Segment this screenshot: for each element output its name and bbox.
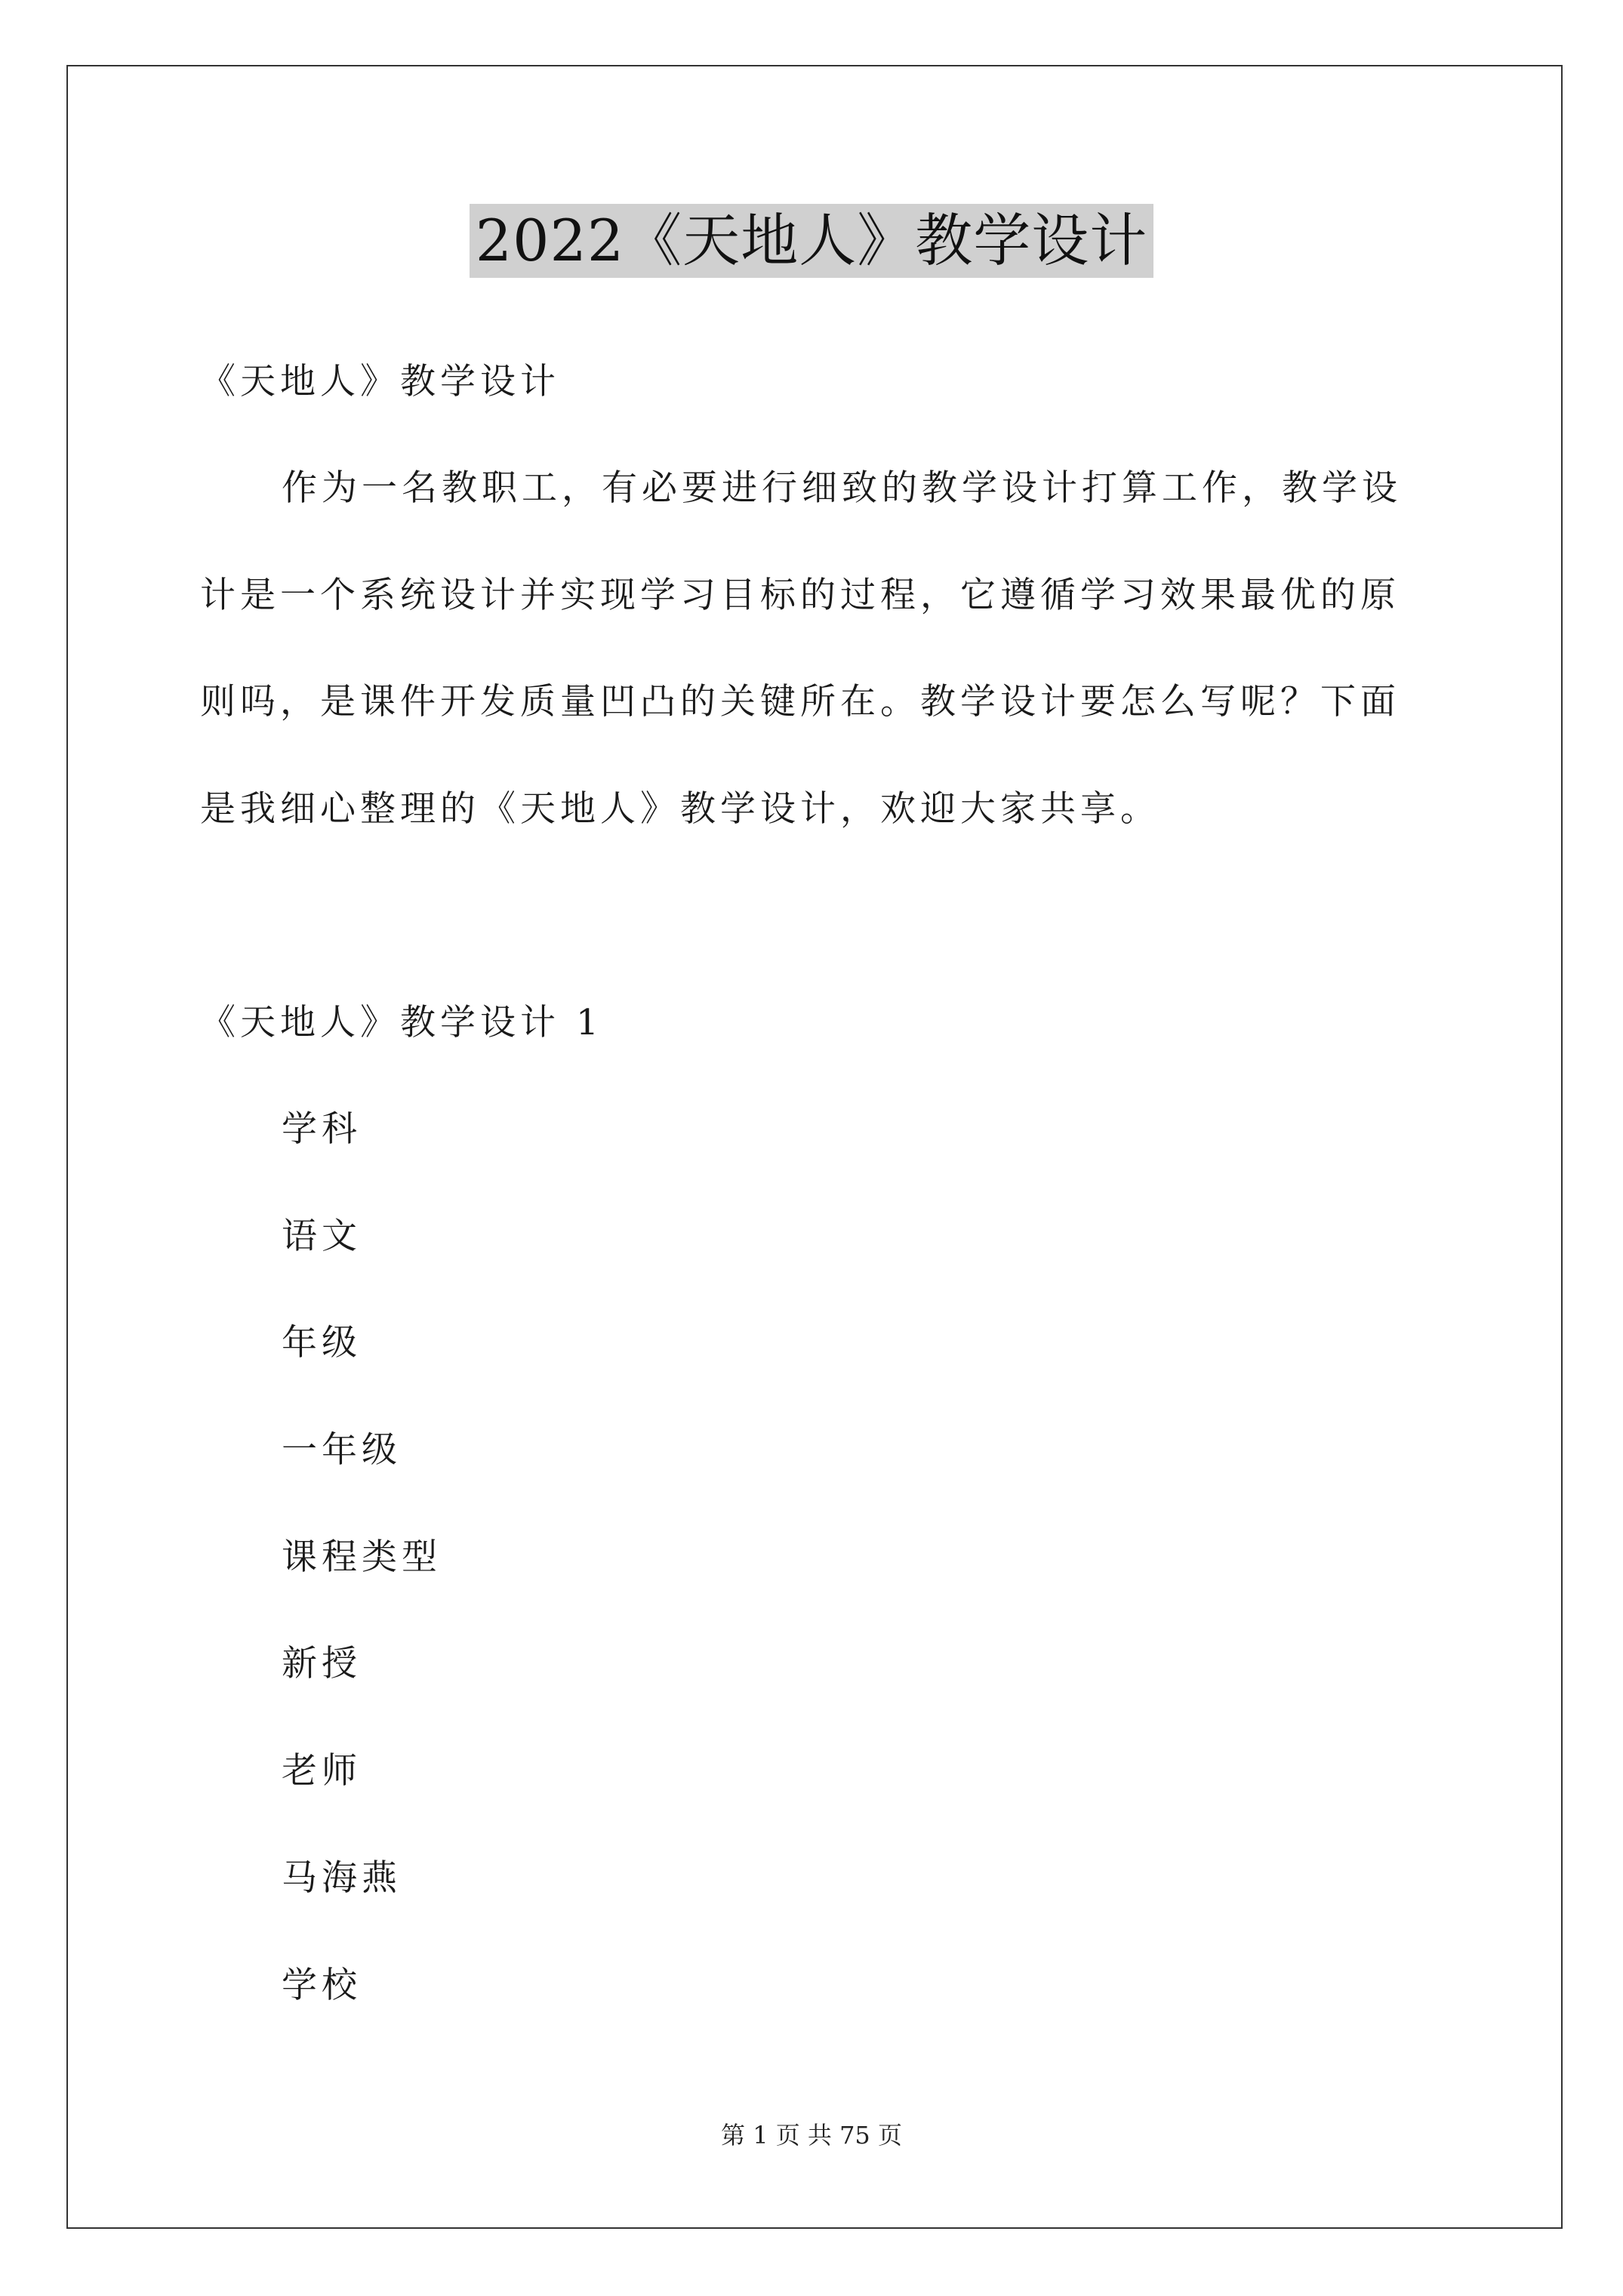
document-title: 2022《天地人》教学设计 bbox=[470, 204, 1153, 278]
list-item: 老师 bbox=[282, 1750, 362, 1792]
intro-line-2: 计是一个系统设计并实现学习目标的过程，它遵循学习效果最优的原 bbox=[200, 575, 1400, 616]
list-item: 课程类型 bbox=[282, 1536, 442, 1578]
section-heading: 《天地人》教学设计 1 bbox=[200, 1002, 603, 1043]
list-item: 新授 bbox=[282, 1643, 362, 1684]
list-item: 学校 bbox=[282, 1965, 362, 2006]
list-item: 年级 bbox=[282, 1322, 362, 1364]
list-item: 学科 bbox=[282, 1108, 362, 1150]
intro-line-1: 作为一名教职工，有必要进行细致的教学设计打算工作，教学设 bbox=[282, 467, 1402, 509]
list-item: 语文 bbox=[282, 1216, 362, 1257]
intro-line-4: 是我细心整理的《天地人》教学设计，欢迎大家共享。 bbox=[200, 788, 1160, 830]
list-item: 一年级 bbox=[282, 1429, 402, 1471]
intro-line-3: 则吗，是课件开发质量凹凸的关键所在。教学设计要怎么写呢？下面 bbox=[200, 681, 1400, 723]
list-item: 马海燕 bbox=[282, 1857, 402, 1899]
page-number-footer: 第 1 页 共 75 页 bbox=[721, 2121, 902, 2150]
document-subtitle: 《天地人》教学设计 bbox=[200, 361, 560, 402]
title-container bbox=[0, 204, 1623, 278]
